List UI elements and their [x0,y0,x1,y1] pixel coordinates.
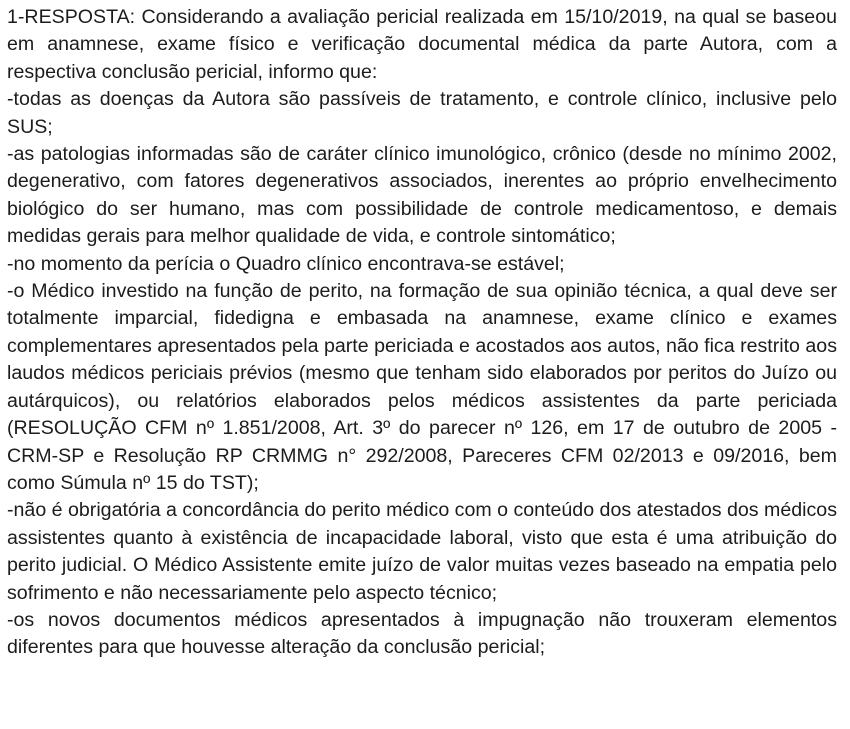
treatment-paragraph: -todas as doenças da Autora são passíveis de tratamento, e controle clínico, inclusive pelo SUS; [7,88,837,138]
expert-opinion-paragraph: -o Médico investido na função de perito, na formação de sua opinião técnica, a qual deve ser totalmente imparcial, fidedigna e embasada na anamnese, exame clínico e exames complementares apresentados pela parte periciada e acostados aos autos, não fica restrito aos laudos médicos periciais prévios (mesmo que tenham sido elaborados por peritos do Juízo ou autárquicos), ou relatórios elaborados pelos médicos assistentes da parte periciada (RESOLUÇÃO CFM nº 1.851/2008, Art. 3º do parecer nº 126, em 17 de outubro de 2005 - CRM-SP e Resolução RP CRMMG n° 292/2008, Pareceres CFM 02/2013 e 09/2016, bem como Súmula nº 15 do TST); [7,280,837,494]
answer-intro-paragraph: 1-RESPOSTA: Considerando a avaliação pericial realizada em 15/10/2019, na qual se baseou em anamnese, exame físico e verificação documental médica da parte Autora, com a respectiva conclusão pericial, informo que: [7,6,837,83]
document-body [7,4,837,662]
pathology-paragraph: -as patologias informadas são de caráter clínico imunológico, crônico (desde no mínimo 2002, degenerativo, com fatores degenerativos associados, inerentes ao próprio envelhecimento biológico do ser humano, mas com possibilidade de controle medicamentoso, e demais medidas gerais para melhor qualidade de vida, e controle sintomático; [7,143,837,248]
new-documents-paragraph: -os novos documentos médicos apresentados à impugnação não trouxeram elementos diferentes para que houvesse alteração da conclusão pericial; [7,608,837,659]
assistant-physician-paragraph: -não é obrigatória a concordância do perito médico com o conteúdo dos atestados dos médicos assistentes quanto à existência de incapacidade laboral, visto que esta é uma atribuição do perito judicial. O Médico Assistente emite juízo de valor muitas vezes baseado na empatia pelo sofrimento e não necessariamente pelo aspecto técnico; [7,499,837,604]
stable-condition-paragraph: -no momento da perícia o Quadro clínico encontrava-se estável; [7,252,565,275]
